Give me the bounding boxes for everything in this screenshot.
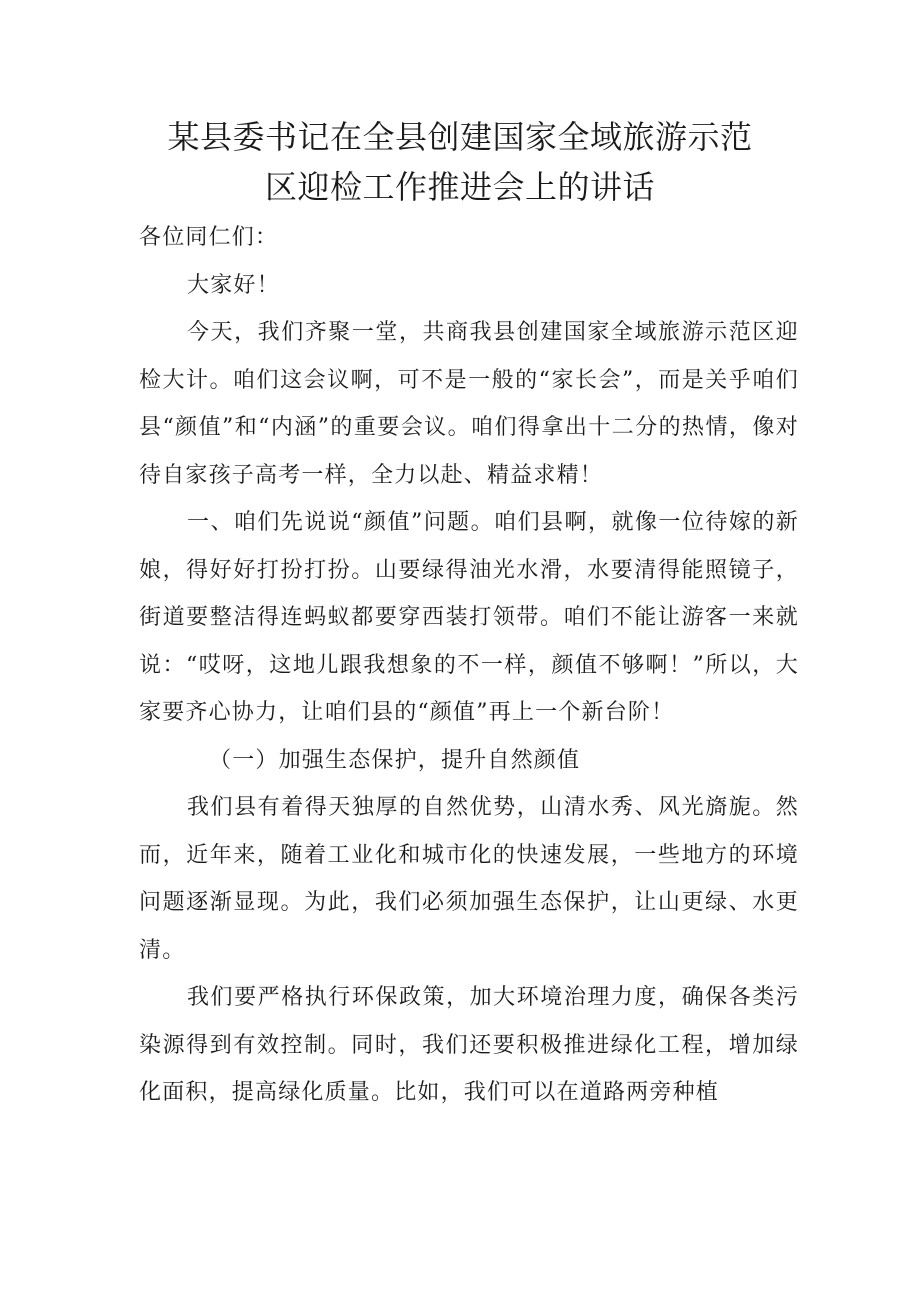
ecology-paragraph: 我们县有着得天独厚的自然优势，山清水秀、风光旖旎。然而，近年来，随着工业化和城市化的快速发展，一些地方的环境问题逐渐显现。为此，我们必须加强生态保护，让山更绿、水更清。 bbox=[139, 795, 799, 963]
section-one-paragraph: 一、咱们先说说“颜值”问题。咱们县啊，就像一位待嫁的新娘，得好好打扮打扮。山要绿得油光水滑，水要清得能照镜子，街道要整洁得连蚂蚁都要穿西装打领带。咱们不能让游客一来就说：“哎呀，这地儿跟我想象的不一样，颜值不够啊！”所以，大家要齐心协力，让咱们县的“颜值”再上一个新台阶！ bbox=[139, 510, 799, 725]
greeting-paragraph: 大家好！ bbox=[187, 272, 280, 298]
subheading: （一）加强生态保护，提升自然颜值 bbox=[209, 747, 581, 773]
document-body bbox=[139, 214, 799, 1117]
intro-paragraph: 今天，我们齐聚一堂，共商我县创建国家全域旅游示范区迎检大计。咱们这会议啊，可不是一般的“家长会”，而是关乎咱们县“颜值”和“内涵”的重要会议。咱们得拿出十二分的热情，像对待自家孩子高考一样，全力以赴、精益求精！ bbox=[139, 320, 799, 488]
title-line-1: 某县委书记在全县创建国家全域旅游示范 bbox=[167, 118, 753, 156]
salutation: 各位同仁们： bbox=[139, 225, 279, 250]
title-line-2: 区迎检工作推进会上的讲话 bbox=[264, 168, 655, 206]
policy-paragraph: 我们要严格执行环保政策，加大环境治理力度，确保各类污染源得到有效控制。同时，我们还要积极推进绿化工程，增加绿化面积，提高绿化质量。比如，我们可以在道路两旁种植 bbox=[139, 985, 799, 1105]
document-title bbox=[140, 112, 780, 212]
